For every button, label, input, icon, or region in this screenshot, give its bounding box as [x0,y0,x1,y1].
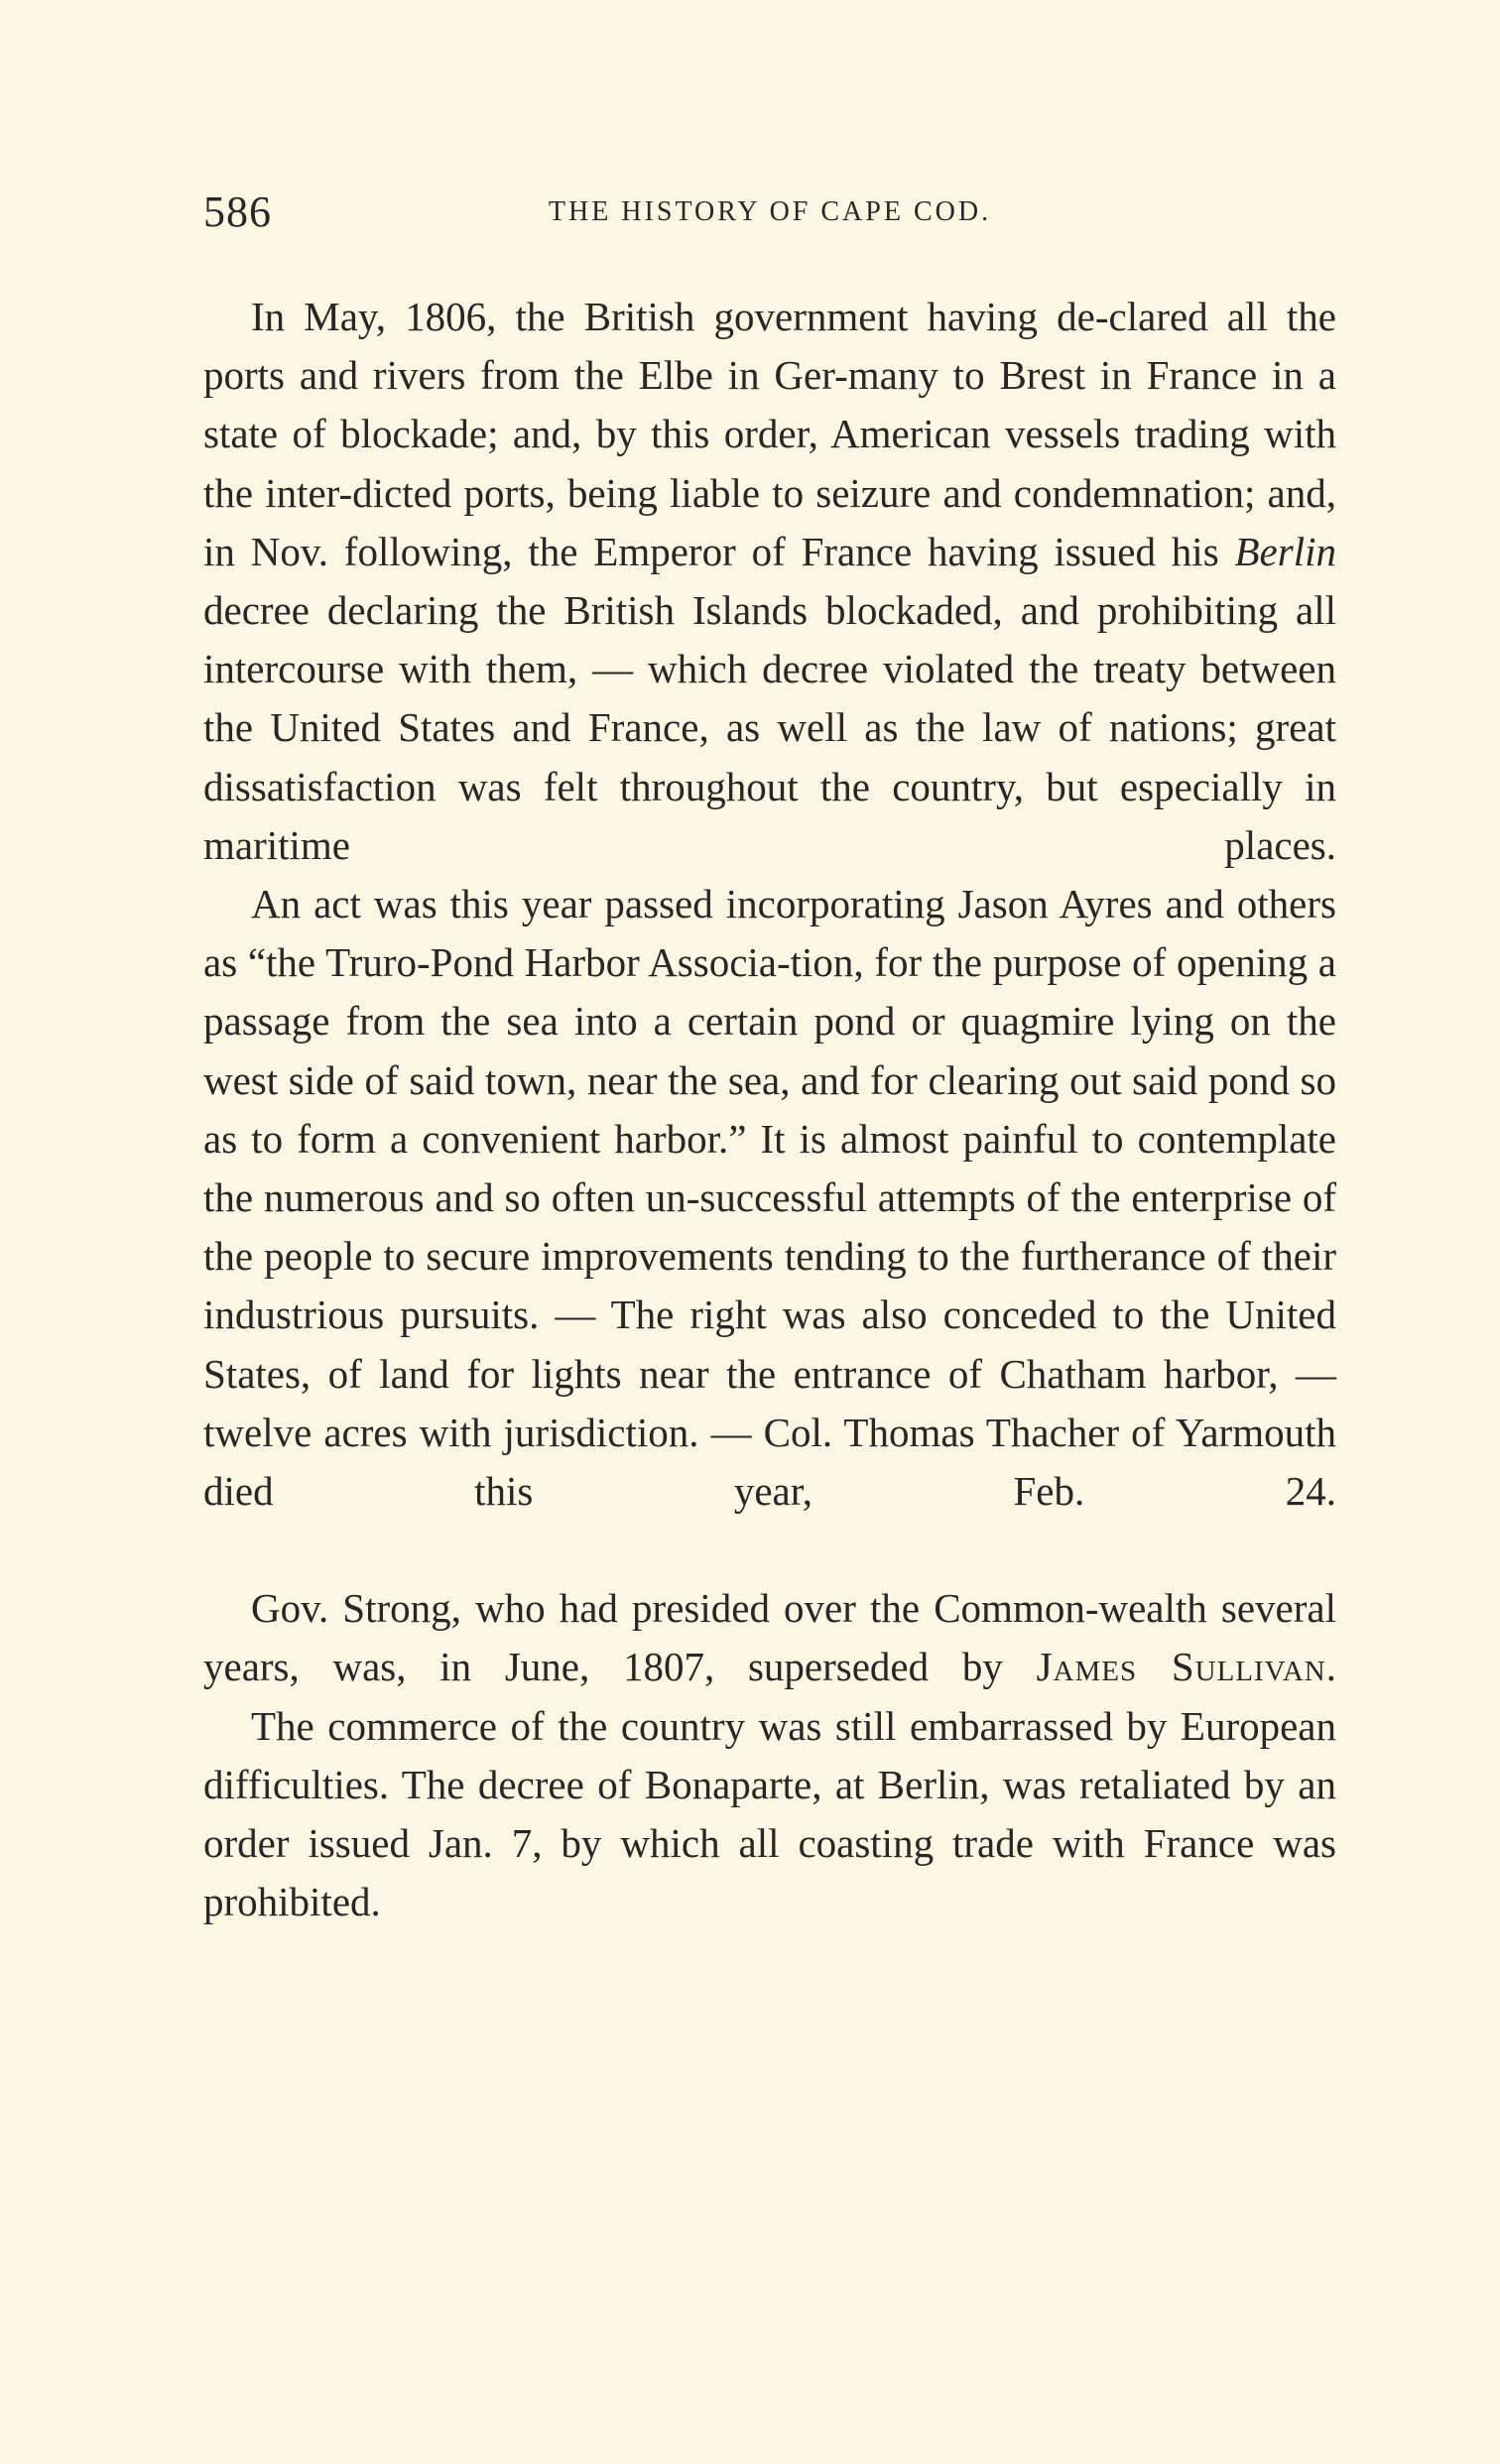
paragraph-commerce [203,1697,1336,1932]
text-segment: Gov. Strong, who had presided over the Common-wealth several years, was, in June, 1807, superseded by [203,1585,1336,1690]
page-header [203,186,1336,242]
page-number: 586 [203,187,272,236]
name-james-sullivan: James Sullivan [1036,1644,1326,1690]
italic-word-berlin: Berlin [1234,528,1336,574]
running-title: THE HISTORY OF CAPE COD. [548,196,992,227]
paragraph-blockade [203,288,1336,875]
paragraph-gov-strong [203,1579,1336,1696]
paragraph-truro-pond [203,875,1336,1521]
text-segment: decree declaring the British Islands blockaded, and prohibiting all intercourse with them, — which decree violated the treaty between the United States and France, as well as the law of nations; great dissatisfaction was felt throughout the country, but especially in maritime places. [203,587,1336,868]
text-segment: In May, 1806, the British government having de-clared all the ports and rivers from the Elbe in Ger-many to Brest in France in a state of blockade; and, by this order, American vessels trading with the inter-dicted ports, being liable to seizure and condemnation; and, in Nov. following, the Emperor of France having issued his [203,294,1336,574]
text-segment: An act was this year passed incorporating Jason Ayres and others as “the Truro-Pond Harbor Associa-tion, for the purpose of opening a passage from the sea into a certain pond or quagmire lying on the west side of said town, near the sea, and for clearing out said pond so as to form a convenient harbor.” It is almost painful to contemplate the numerous and so often un-successful attempts of the enterprise of the people to secure improvements tending to the furtherance of their industrious pursuits. — The right was also conceded to the United States, of land for lights near the entrance of Chatham harbor, — twelve acres with jurisdiction. — Col. Thomas Thacher of Yarmouth died this year, Feb. 24. [203,881,1336,1515]
text-segment: . [1325,1644,1337,1690]
text-segment: The commerce of the country was still embarrassed by European difficulties. The decree of Bonaparte, at Berlin, was retaliated by an order issued Jan. 7, by which all coasting trade with France was prohibited. [203,1702,1336,1925]
body-text [203,288,1336,1931]
section-gap [203,1521,1336,1579]
